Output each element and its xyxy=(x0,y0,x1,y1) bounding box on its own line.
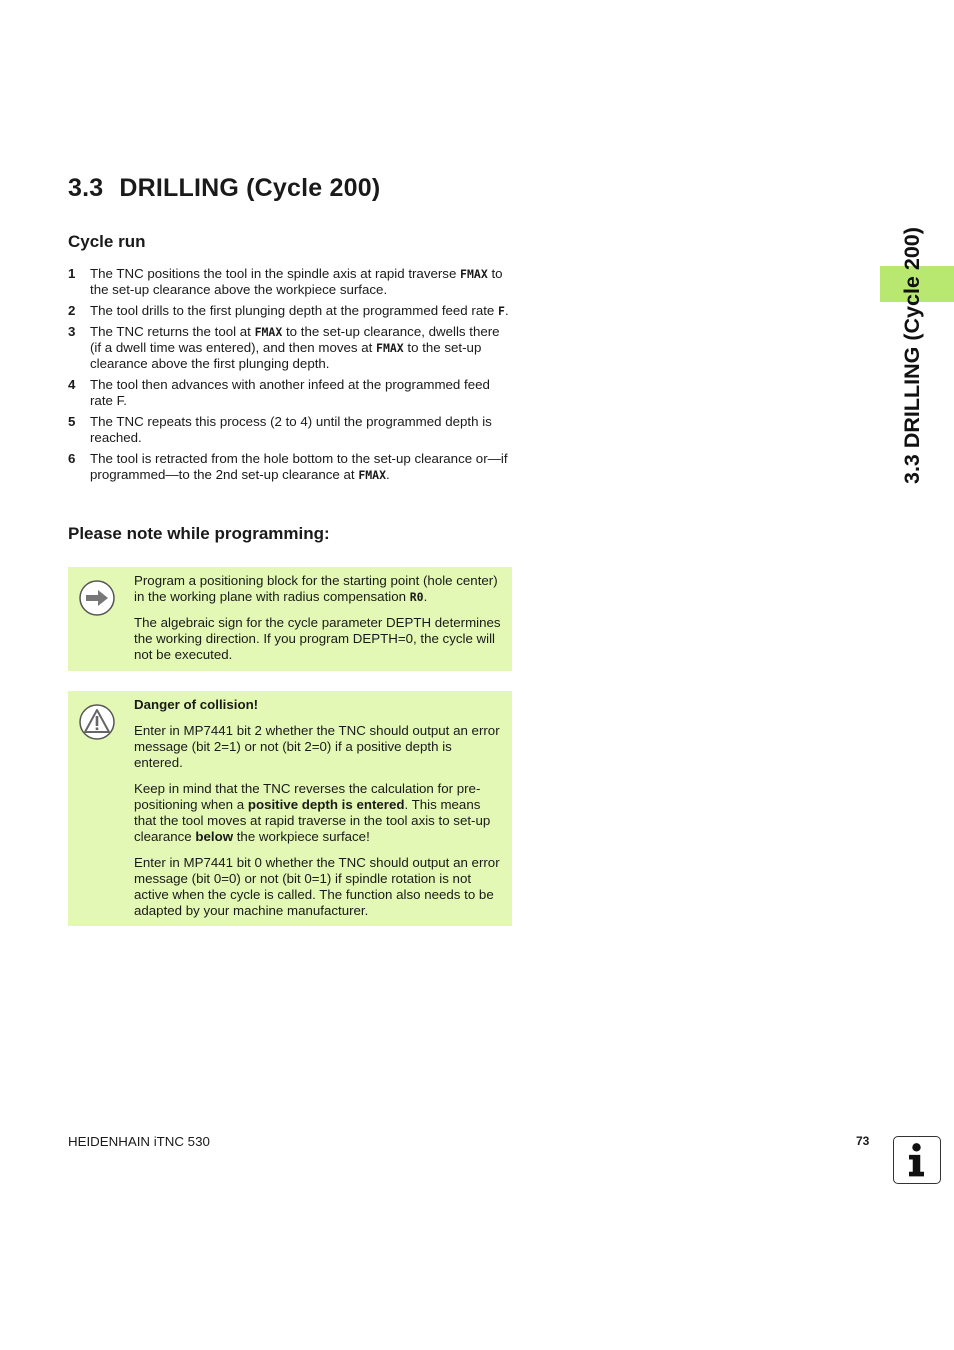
step-text: The TNC positions the tool in the spindle axis at rapid traverse FMAX to the set-up clearance above the workpiece surface. xyxy=(90,266,503,297)
warning-icon xyxy=(78,703,116,741)
code-fmax: FMAX xyxy=(254,325,283,339)
info-icon xyxy=(893,1136,941,1184)
footer-product: HEIDENHAIN iTNC 530 xyxy=(68,1134,210,1149)
step-number: 2 xyxy=(68,303,76,318)
step-text: The TNC repeats this process (2 to 4) until the programmed depth is reached. xyxy=(90,414,492,445)
code-f: F xyxy=(498,304,505,318)
list-item xyxy=(68,451,512,483)
note-paragraph: Program a positioning block for the starting point (hole center) in the working plane with radius compensation R0. xyxy=(134,573,498,604)
list-item xyxy=(68,324,512,372)
code-fmax: FMAX xyxy=(376,341,404,355)
section-number: 3.3 xyxy=(68,174,104,202)
list-item xyxy=(68,377,512,409)
step-text: The tool then advances with another infeed at the programmed feed rate F. xyxy=(90,377,490,408)
cycle-run-heading: Cycle run xyxy=(68,232,146,251)
list-item xyxy=(68,414,512,446)
step-number: 4 xyxy=(68,377,76,392)
step-number: 6 xyxy=(68,451,76,466)
code-fmax: FMAX xyxy=(358,468,387,482)
code-r0: R0 xyxy=(409,590,424,604)
note-paragraph: Enter in MP7441 bit 2 whether the TNC should output an error message (bit 2=1) or not (bit 2=0) if a positive depth is entered. xyxy=(134,723,500,770)
step-text: The TNC returns the tool at FMAX to the set-up clearance, dwells there (if a dwell time was entered), and then moves at FMAX to the set-up clearance above the first plunging depth. xyxy=(90,324,500,371)
section-title: DRILLING (Cycle 200) xyxy=(119,174,381,202)
note-paragraph: Enter in MP7441 bit 0 whether the TNC should output an error message (bit 0=0) or not (bit 0=1) if spindle rotation is not active when the cycle is called. The function also needs to be adapted by your machine manufacturer. xyxy=(134,855,500,918)
note-paragraph: Keep in mind that the TNC reverses the calculation for pre-positioning when a positive depth is entered. This means that the tool moves at rapid traverse in the tool axis to set-up clearance below the workpiece surface! xyxy=(134,781,491,844)
danger-title: Danger of collision! xyxy=(134,697,259,712)
arrow-right-icon xyxy=(78,579,116,617)
programming-note-box xyxy=(68,567,512,671)
list-item xyxy=(68,303,512,319)
list-item xyxy=(68,266,512,298)
step-text: The tool drills to the first plunging depth at the programmed feed rate F. xyxy=(90,303,509,318)
step-number: 5 xyxy=(68,414,76,429)
step-number: 1 xyxy=(68,266,76,281)
danger-note-box xyxy=(68,691,512,926)
code-fmax: FMAX xyxy=(460,267,488,281)
page-title xyxy=(68,174,380,203)
cycle-run-list xyxy=(68,266,512,488)
programming-note-heading: Please note while programming: xyxy=(68,524,330,543)
note-paragraph: The algebraic sign for the cycle parameter DEPTH determines the working direction. If you program DEPTH=0, the cycle will not be executed. xyxy=(134,615,501,662)
step-number: 3 xyxy=(68,324,76,339)
sidebar-chapter-title: 3.3 DRILLING (Cycle 200) xyxy=(900,227,924,484)
step-text: The tool is retracted from the hole bottom to the set-up clearance or—if programmed—to the 2nd set-up clearance at FMAX. xyxy=(90,451,508,482)
page-number: 73 xyxy=(856,1134,870,1148)
